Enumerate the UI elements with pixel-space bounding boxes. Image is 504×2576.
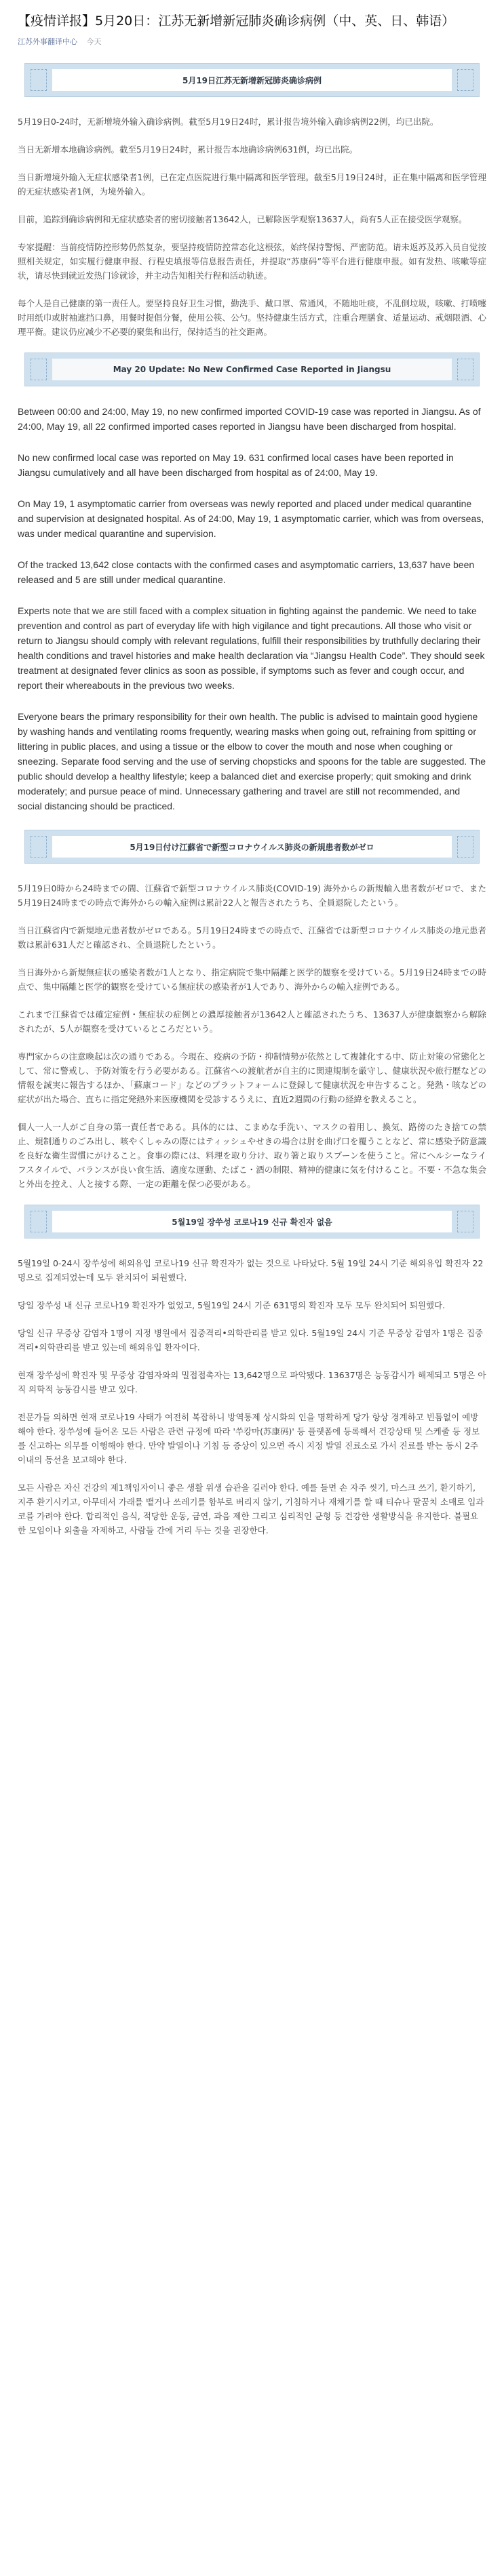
article xyxy=(0,12,504,1537)
paragraph-zh-3: 当日新增境外输入无症状感染者1例，已在定点医院进行集中隔离和医学管理。截至5月19日24时，正在集中隔离和医学管理的无症状感染者1例，为境外输入。 xyxy=(18,172,486,197)
section-heading-zh: 5月19日江苏无新增新冠肺炎确诊病例 xyxy=(52,69,452,91)
paragraph-en-3: On May 19, 1 asymptomatic carrier from overseas was newly reported and placed under medical quarantine and supervision at designated hospital. As of 24:00, May 19, 1 asymptomatic carrier, which was from overseas, was under medical quarantine and supervision. xyxy=(18,498,484,539)
paragraph-ko-2: 당일 장쑤성 내 신규 코로나19 확진자가 없었고, 5월19일 24시 기준 631명의 확진자 모두 모두 완치되어 퇴원했다. xyxy=(18,1300,446,1310)
paragraph-ko-4: 현재 장쑤성에 확진자 및 무증상 감염자와의 밀접접촉자는 13,642명으로 파악됐다. 13637명은 능동감시가 해제되고 5명은 아직 의학적 능동감시를 받고 있다. xyxy=(18,1370,486,1394)
paragraph-ja-1: 5月19日0時から24時までの間、江蘇省で新型コロナウイルス肺炎(COVID-19) 海外からの新規輸入患者数がゼロで、また5月19日24時までの時点で海外からの輸入症例は累計22人と報告されたうち、全員退院したという。 xyxy=(18,883,486,908)
section-banner-ja xyxy=(24,830,480,864)
section-heading-ja: 5月19日付け江蘇省で新型コロナウイルス肺炎の新規患者数がゼロ xyxy=(52,836,452,858)
paragraph-ja-2: 当日江蘇省内で新規地元患者数がゼロである。5月19日24時までの時点で、江蘇省では新型コロナウイルス肺炎の地元患者数は累計631人だと確認され、全員退院したという。 xyxy=(18,925,486,950)
paragraph-ko-5: 전문가들 의하면 현재 코로나19 사태가 여전히 복잡하니 방역통제 상시화의 인을 명확하게 당가 항상 경계하고 빈틈없이 예방해야 한다. 장쑤성에 들어온 모든 사람은 관련 규정에 따라 '쑤캉마(苏康码)' 등 플랫폼에 등록해서 건강상태 및 스케줄 등 정보를 신고하는 의무를 이행해야 한다. 만약 발열이나 기침 등 증상이 있으면 즉시 지정 발열 진료소로 가서 진료를 받는 동시 2주 이내의 동선을 보고해야 한다. xyxy=(18,1412,480,1465)
publish-date: 今天 xyxy=(86,37,102,46)
paragraph-en-1: Between 00:00 and 24:00, May 19, no new confirmed imported COVID-19 case was reported in Jiangsu. As of 24:00, May 19, all 22 confirmed imported cases reported in Jiangsu have been discharged from hospital. xyxy=(18,406,481,432)
paragraph-zh-6: 每个人是自己健康的第一责任人。要坚持良好卫生习惯，勤洗手、戴口罩、常通风，不随地吐痰，不乱倒垃圾，咳嗽、打喷嚏时用纸巾或肘袖遮挡口鼻，用餐时提倡分餐，使用公筷、公勺。坚持健康生活方式，注重合理膳食、适量运动、戒烟限酒、心理平衡。建议仍应减少不必要的聚集和出行，保持适当的社交距离。 xyxy=(18,298,486,337)
paragraph-ko-1: 5월19일 0-24시 장쑤성에 해외유입 코로나19 신규 확진자가 없는 것으로 나타났다. 5월 19일 24시 기준 해외유입 확진자 22명으로 집계되었는데 모두 완치되어 퇴원했다. xyxy=(18,1258,484,1283)
paragraph-en-6: Everyone bears the primary responsibility for their own health. The public is advised to maintain good hygiene by washing hands and ventilating rooms frequently, wearing masks when going out, refraining from spitting or littering in public places, and using a tissue or the elbow to cover the mouth and nose when coughing or sneezing. Separate food serving and the use of serving chopsticks and spoons for the table are suggested. The public should develop a healthy lifestyle; keep a balanced diet and exercise properly; quit smoking and drink moderately; and pursue peace of mind. Unnecessary gathering and travel are still not recommended, and social distancing should be practiced. xyxy=(18,711,486,811)
paragraph-ja-3: 当日海外から新規無症状の感染者数が1人となり、指定病院で集中隔離と医学的観察を受けている。5月19日24時までの時点で、集中隔離と医学的観察を受けている無症状の感染者が1人であり、海外からの輸入症例である。 xyxy=(18,967,486,992)
paragraph-en-2: No new confirmed local case was reported on May 19. 631 confirmed local cases have been reported in Jiangsu cumulatively and all have been discharged from hospital as of 24:00, May 19. xyxy=(18,452,454,478)
account-name-link[interactable]: 江苏外事翻译中心 xyxy=(18,37,77,46)
paragraph-ja-6: 個人一人一人がご自身の第一責任者である。具体的には、こまめな手洗い、マスクの着用し、換気、路傍のたき捨ての禁止、規制通りのごみ出し、咳やくしゃみの際にはティッシュやせきの場合は肘を曲げ口を覆うことなど、常に感染予防意識を良好な衛生習慣にがけること。食事の際には、料理を取り分け、取り箸と取りスプーンを使うこと。常にヘルシーなライフスタイルで、バランスが良い食生活、適度な運動、たばこ・酒の制限、精神的健康に気を付けること。不要・不急な集会と外出を控え、人と接する際、一定の距離を保つ必要がある。 xyxy=(18,1122,486,1189)
paragraph-zh-1: 5月19日0-24时，无新增境外输入确诊病例。截至5月19日24时，累计报告境外输入确诊病例22例，均已出院。 xyxy=(18,117,439,127)
paragraph-zh-2: 当日无新增本地确诊病例。截至5月19日24时，累计报告本地确诊病例631例，均已出院。 xyxy=(18,144,358,155)
paragraph-ko-3: 당일 신규 무증상 감염자 1명이 지정 병원에서 집중격리•의학관리를 받고 있다. 5월19일 24시 기준 무증상 감염자 1명은 집중격리•의학관리를 받고 있는데 해외유입 환자이다. xyxy=(18,1328,484,1352)
paragraph-ko-6: 모든 사람은 자신 건강의 제1책임자이니 좋은 생활 위생 습관을 길러야 한다. 예를 들면 손 자주 씻기, 마스크 쓰기, 환기하기, 지주 환기시키고, 아무데서 가래를 뱉거나 쓰레기를 함부로 버리지 않기, 기침하거나 재채기를 할 때 티슈나 팔꿈치 소매로 입과 코를 가려야 한다. 합리적인 음식, 적당한 운동, 금연, 과음 제한 그리고 심리적인 균형 등 건강한 생활방식을 유지한다. 불필요한 모임이나 외출을 자제하고, 사람들 간에 거리 두는 것을 권장한다. xyxy=(18,1483,484,1535)
paragraph-zh-5: 专家提醒：当前疫情防控形势仍然复杂，要坚持疫情防控常态化这根弦，始终保持警惕、严密防范。请未返苏及苏入员自觉按照相关规定，如实履行健康申报、行程史填报等信息报告责任，并提取“苏康码”等平台进行健康申报。如有发热、咳嗽等症状，请尽快到就近发热门诊就诊，并主动告知相关行程和活动轨迹。 xyxy=(18,242,486,281)
section-heading-en: May 20 Update: No New Confirmed Case Reported in Jiangsu xyxy=(52,359,452,380)
section-banner-ko xyxy=(24,1205,480,1239)
paragraph-zh-4: 目前，追踪到确诊病例和无症状感染者的密切接触者13642人，已解除医学观察13637人，尚有5人正在接受医学观察。 xyxy=(18,214,467,224)
paragraph-ja-5: 専門家からの注意喚起は次の通りである。今現在、疫病の予防・抑制情勢が依然として複雑化する中、防止対策の常態化として、常に警戒し、予防対策を行う必要がある。江蘇省への渡航者が自主的に関連規制を厳守し、健康状況や旅行歴などの情報を誠実に報告するほか、「蘇康コード」などのプラットフォームに登録して健康状況を申告すること。発熱・咳などの症状が出た場合、直ちに指定発熱外来医療機関を受診するうえに、直近2週間の行動の経緯を教えること。 xyxy=(18,1051,486,1104)
article-title: 【疫情详报】5月20日：江苏无新增新冠肺炎确诊病例（中、英、日、韩语） xyxy=(18,14,455,28)
section-heading-ko: 5월19일 장쑤성 코로나19 신규 확진자 없음 xyxy=(52,1211,452,1232)
section-banner-zh xyxy=(24,63,480,97)
paragraph-en-5: Experts note that we are still faced with a complex situation in fighting against the pandemic. We need to take prevention and control as part of everyday life with high vigilance and tight precautions. All those who visit or return to Jiangsu should comply with relevant regulations, fulfill their responsibilities by truthfully declaring their health conditions and travel histories and make health declaration via “Jiangsu Health Code”. They should seek treatment at designated fever clinics as soon as possible, if symptoms such as fever and cough occur, and report their whereabouts in the previous two weeks. xyxy=(18,605,485,691)
paragraph-en-4: Of the tracked 13,642 close contacts with the confirmed cases and asymptomatic carriers, 13,637 have been released and 5 are still under medical quarantine. xyxy=(18,559,475,585)
section-banner-en xyxy=(24,353,480,386)
article-meta xyxy=(18,36,486,47)
paragraph-ja-4: これまで江蘇省では確定症例・無症状の症例との濃厚接触者が13642人と確認されたうち、13637人が健康観察から解除されたが、5人が観察を受けているところだという。 xyxy=(18,1009,486,1034)
